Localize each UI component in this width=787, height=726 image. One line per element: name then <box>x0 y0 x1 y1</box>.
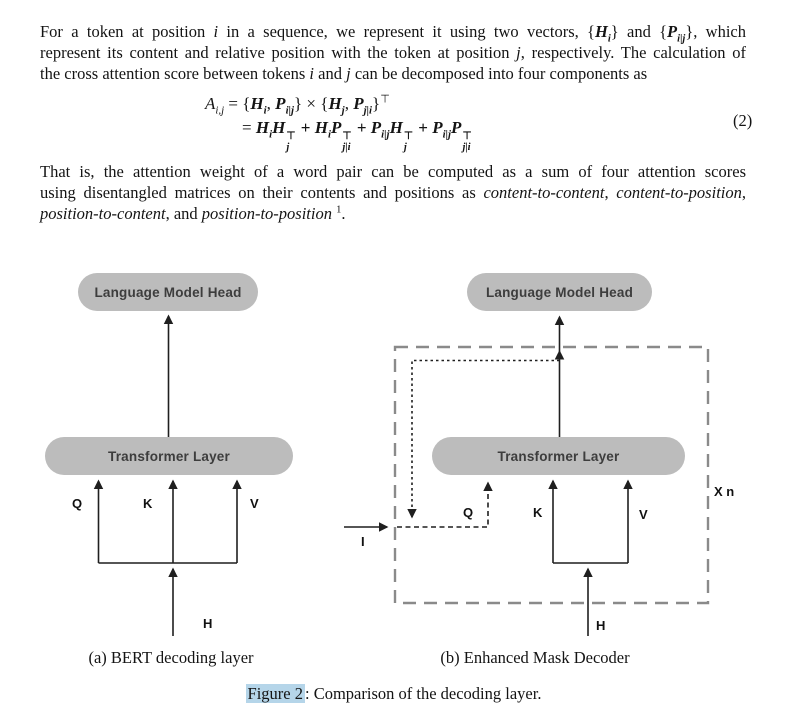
label-v-right: V <box>639 507 648 522</box>
label-k-left: K <box>143 496 153 511</box>
paragraph-line: For a token at position i in a sequence, we represent it using two vectors, $\{H_i\}$ and $\{P_{i|j}\}$, which <box>40 22 747 45</box>
paragraph-line: position-to-content, and position-to-position $^1$. <box>40 204 346 223</box>
subcaption-b: (b) Enhanced Mask Decoder <box>440 648 630 667</box>
subcaption-a: (a) BERT decoding layer <box>88 648 254 667</box>
lm-head-box-right: Language Model Head <box>467 273 652 311</box>
label-q-left: Q <box>72 496 83 511</box>
transformer-layer-box-left: Transformer Layer <box>45 437 293 475</box>
figure-caption <box>0 684 787 704</box>
repeat-dashed-box <box>395 347 708 603</box>
dashed-q-path <box>397 483 488 527</box>
paragraph-line: the cross attention score between tokens i and j can be decomposed into four components as <box>40 64 648 83</box>
figure-ref-link[interactable]: Figure 2 <box>247 684 303 703</box>
label-v-left: V <box>250 496 259 511</box>
paragraph-line: That is, the attention weight of a word pair can be computed as a sum of four attention scores <box>40 162 746 181</box>
equation-line-1: $A_{i,j} = \{H_i$, $P_{i|j}\} \times \{H_j$, $P_{j|i}\}^⊤$ <box>205 93 390 117</box>
transformer-layer-box-right: Transformer Layer <box>432 437 685 475</box>
label-repeat-xn: X n <box>714 484 735 499</box>
figure-caption-text: : Comparison of the decoding layer. <box>305 684 542 703</box>
paragraph-line: represent its content and relative position with the token at position j, respectively. The calculation of <box>40 43 746 62</box>
label-h-left: H <box>203 616 213 631</box>
equation-line-2: = $H_iH$ ⊤ j + $H_iP$ ⊤ j|i + $P_{i|j}H$ ⊤ j + $P_{i|j}P$ ⊤ j|i <box>242 118 472 153</box>
label-q-right: Q <box>463 505 474 520</box>
label-i-input: I <box>361 534 365 549</box>
boundary-arrowhead-right <box>555 350 565 360</box>
lm-head-box-left: Language Model Head <box>78 273 258 311</box>
label-h-right: H <box>596 618 606 633</box>
paragraph-line: using disentangled matrices on their contents and positions as content-to-content, content-to-position, <box>40 183 746 202</box>
equation-number: (2) <box>733 111 753 130</box>
label-k-right: K <box>533 505 543 520</box>
